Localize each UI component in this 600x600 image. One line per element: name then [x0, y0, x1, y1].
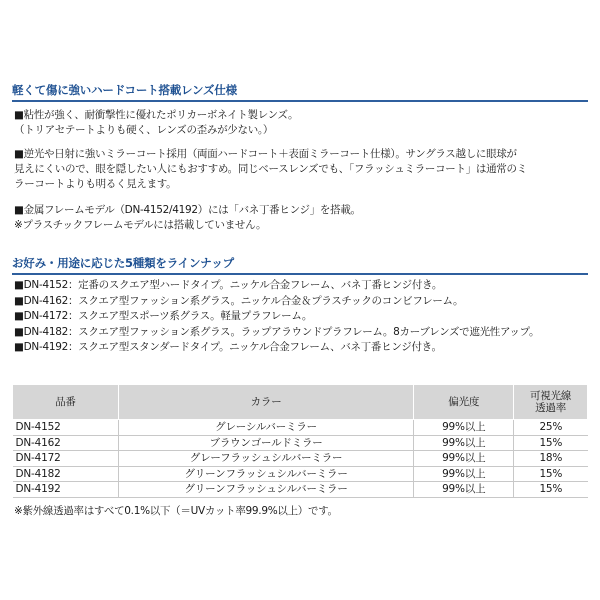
table-header-row [13, 385, 588, 420]
header-polarization: 偏光度 [414, 385, 514, 420]
cell-visible: 15% [514, 482, 588, 498]
paragraph-line: ■粘性が強く、耐衝撃性に優れたポリカーボネイト製レンズ。 [14, 109, 299, 121]
header-color: カラー [118, 385, 414, 420]
cell-color: グリーンフラッシュシルバーミラー [118, 466, 414, 482]
cell-hinban: DN-4152 [13, 420, 119, 436]
paragraph-line: ■金属フレームモデル（DN-4152/4192）には「バネ丁番ヒンジ」を搭載。 [14, 204, 361, 216]
paragraph-line: （トリアセテートよりも硬く、レンズの歪みが少ない。） [14, 124, 274, 136]
header-visible-transmittance [514, 385, 588, 420]
spec-table [12, 384, 588, 498]
cell-polarization: 99%以上 [414, 451, 514, 467]
cell-color: ブラウンゴールドミラー [118, 435, 414, 451]
table-row [13, 420, 588, 436]
cell-hinban: DN-4172 [13, 451, 119, 467]
paragraph-line: ※プラスチックフレームモデルには搭載していません。 [14, 219, 267, 231]
cell-color: グリーンフラッシュシルバーミラー [118, 482, 414, 498]
paragraph-line: ラーコートよりも明るく見えます。 [14, 178, 177, 190]
list-item: ■DN-4152：定番のスクエア型ハードタイプ。ニッケル合金フレーム、バネ丁番ヒンジ付き。 [14, 279, 443, 291]
lineup-list [14, 278, 588, 356]
list-item: ■DN-4182：スクエア型ファッション系グラス。ラップアラウンドプラフレーム。8カーブレンズで遮光性アップ。 [14, 325, 540, 338]
cell-hinban: DN-4182 [13, 466, 119, 482]
cell-polarization: 99%以上 [414, 466, 514, 482]
cell-polarization: 99%以上 [414, 420, 514, 436]
cell-visible: 15% [514, 435, 588, 451]
table-row [13, 451, 588, 467]
uv-footnote: ※紫外線透過率はすべて0.1%以下（＝UVカット率99.9%以上）です。 [14, 505, 338, 517]
table-row [13, 466, 588, 482]
header-visible-line2: 透過率 [535, 402, 567, 414]
cell-hinban: DN-4162 [13, 435, 119, 451]
cell-polarization: 99%以上 [414, 435, 514, 451]
section-title-lineup: お好み・用途に応じた5種類をラインナップ [12, 255, 588, 275]
paragraph-line: 見えにくいので、眼を隠したい人にもおすすめ。同じベースレンズでも、「フラッシュミラーコート」は通常のミ [14, 163, 527, 175]
cell-visible: 25% [514, 420, 588, 436]
paragraph-mirror-coat [14, 147, 588, 192]
cell-color: グレーシルバーミラー [118, 420, 414, 436]
cell-visible: 18% [514, 451, 588, 467]
section-title-lens: 軽くて傷に強いハードコート搭載レンズ仕様 [12, 82, 588, 102]
cell-polarization: 99%以上 [414, 482, 514, 498]
list-item: ■DN-4192：スクエア型スタンダードタイプ。ニッケル合金フレーム、バネ丁番ヒンジ付き。 [14, 341, 442, 354]
cell-color: グレーフラッシュシルバーミラー [118, 451, 414, 467]
header-visible-line1: 可視光線 [529, 390, 572, 402]
header-hinban: 品番 [13, 385, 119, 420]
list-item: ■DN-4162：スクエア型ファッション系グラス。ニッケル合金＆プラスチックのコンビフレーム。 [14, 294, 464, 307]
table-row [13, 435, 588, 451]
paragraph-polycarbonate [14, 108, 588, 138]
cell-hinban: DN-4192 [13, 482, 119, 498]
cell-visible: 15% [514, 466, 588, 482]
paragraph-hinge [14, 203, 588, 233]
paragraph-line: ■逆光や日射に強いミラーコート採用（両面ハードコート＋表面ミラーコート仕様）。サングラス越しに眼球が [14, 148, 517, 160]
table-row [13, 482, 588, 498]
list-item: ■DN-4172：スクエア型スポーツ系グラス。軽量プラフレーム。 [14, 310, 313, 323]
